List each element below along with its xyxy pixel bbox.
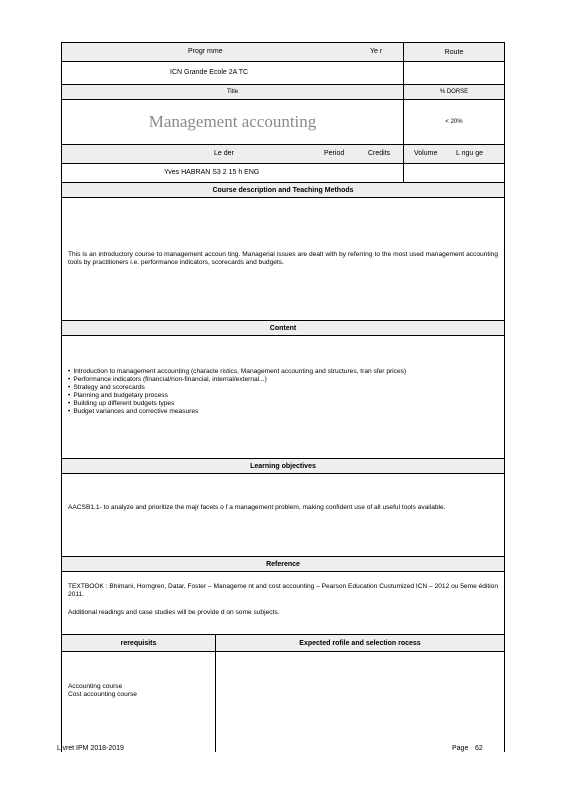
description-header-row [62, 183, 504, 198]
prerequisites-list [68, 683, 137, 699]
objectives-text: AACSB1.1- to analyze and prioritize the majr facets o f a management problem, making confident use of all useful tools available. [68, 504, 446, 511]
leader-value-cell [62, 164, 404, 182]
leader-value-row [62, 164, 504, 183]
objectives-body-row [62, 474, 504, 557]
reference-textbook: TEXTBOOK : Bhimani, Horngren, Datar, Foster – Manageme nt and cost accounting – Pearson Education Custumized ICN – 2012 ou 5eme édition 2011. [68, 583, 498, 598]
content-item: • Building up different budgets types [68, 400, 498, 408]
volume-language-value-cell [404, 164, 504, 182]
year-label: Ye r [370, 48, 383, 55]
leader-header-cell [62, 145, 404, 163]
programme-value-cell [62, 62, 404, 84]
description-title: Course description and Teaching Methods [212, 186, 354, 194]
credits-label: Credits [368, 150, 391, 157]
dorse-label: % DORSE [439, 89, 469, 95]
content-item: • Strategy and scorecards [68, 384, 498, 392]
content-header-row [62, 321, 504, 336]
content-title: Content [269, 324, 297, 332]
objectives-title: Learning objectives [250, 462, 316, 470]
profile-title: Expected rofile and selection rocess [299, 639, 421, 647]
programme-value-row [62, 62, 504, 85]
period-label: Period [324, 150, 345, 157]
content-list [62, 368, 498, 416]
footer-page-number: 62 [475, 745, 483, 752]
dorse-value: < 20% [445, 119, 463, 125]
content-item: • Budget variances and corrective measures [68, 408, 498, 416]
programme-label: Progr mme [188, 48, 223, 55]
title-value-row [62, 100, 504, 145]
prerequisites-title: rerequisits [62, 635, 216, 651]
footer-booklet: Livret IPM 2018-2019 [57, 745, 124, 752]
reference-body-row [62, 572, 504, 635]
prerequisites-body-cell [62, 652, 216, 752]
reference-body-cell [62, 572, 504, 634]
reference-title: Reference [266, 560, 300, 568]
profile-body-cell [216, 652, 504, 752]
route-label: Route [444, 48, 464, 56]
route-value-cell [404, 62, 504, 84]
programme-value: ICN Grande Ecole 2A TC [170, 69, 249, 76]
reference-additional: Additional readings and case studies will be provide d on some subjects. [68, 609, 280, 616]
leader-label: Le der [214, 150, 234, 157]
footer-page-label: Page [452, 745, 469, 752]
prereq-header-row [62, 635, 504, 652]
description-body-cell [62, 198, 504, 320]
content-body-row [62, 336, 504, 459]
objectives-header-row [62, 459, 504, 474]
leader-values: Yves HABRAN S3 2 15 h ENG [164, 169, 260, 176]
title-header-row [62, 85, 504, 100]
volume-label: Volume [414, 150, 438, 157]
content-item: • Planning and budgetary process [68, 392, 498, 400]
language-label: L ngu ge [456, 150, 483, 157]
leader-header-row [62, 145, 504, 164]
content-body-cell [62, 336, 504, 458]
content-item: • Performance indicators (financial/non-financial, internal/external...) [68, 376, 498, 384]
prereq-body-row [62, 652, 504, 752]
content-item: • Introduction to management accounting (characte ristics, Management accounting and structures, tran sfer prices) [68, 368, 498, 376]
course-sheet [61, 42, 505, 752]
volume-language-header [404, 145, 504, 163]
description-text: This is an introductory course to management accoun ting. Managerial issues are dealt with by referring to the most used management accounting tools by practitioners i.e. performance indicators, scorecards and budgets. [68, 251, 498, 266]
prerequisite-item: Accounting course [68, 683, 123, 690]
title-label: Title [62, 85, 404, 99]
prerequisite-item: Cost accounting course [68, 691, 137, 698]
description-body-row [62, 198, 504, 321]
programme-header-row [62, 43, 504, 62]
programme-header-cell [62, 43, 404, 61]
objectives-body-cell [62, 474, 504, 556]
reference-header-row [62, 557, 504, 572]
course-title: Management accounting [62, 100, 404, 144]
